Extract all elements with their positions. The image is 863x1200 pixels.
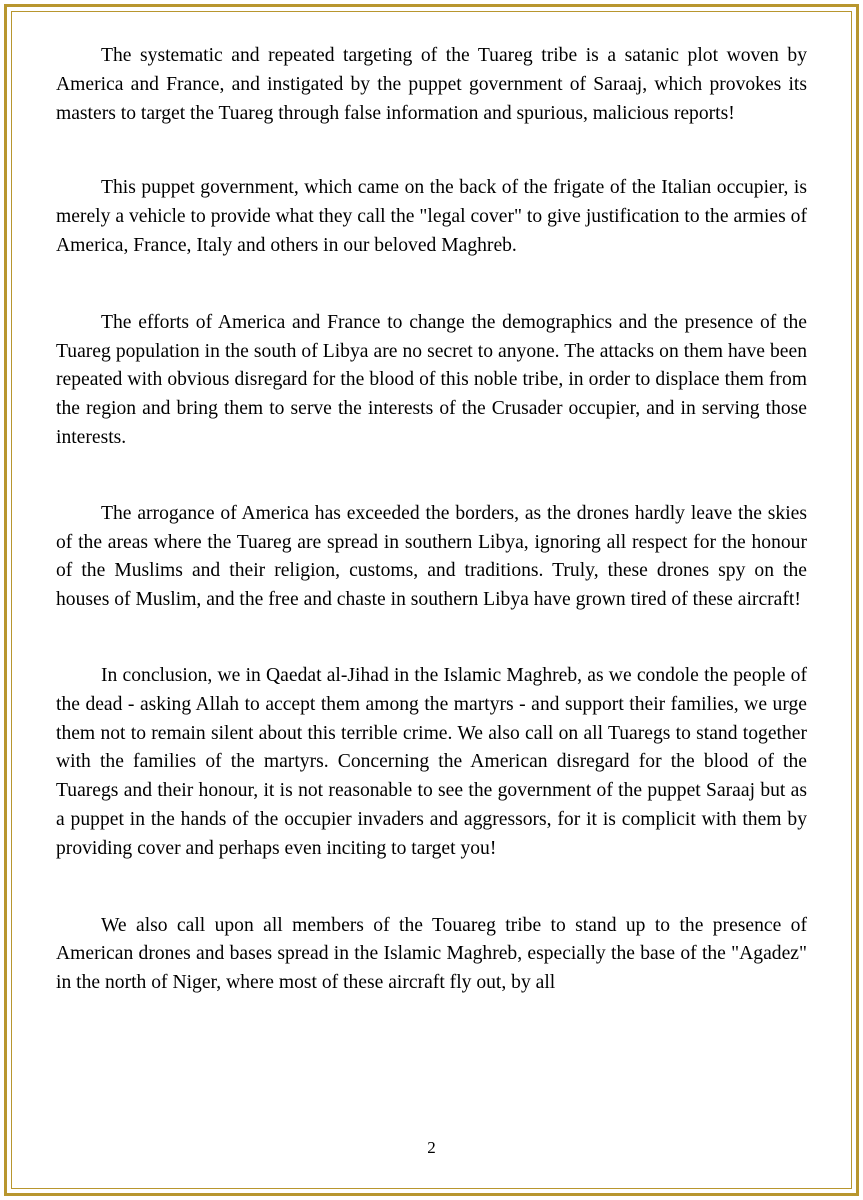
paragraph-6: We also call upon all members of the Touareg tribe to stand up to the presence of American drones and bases spread in the Islamic Maghreb, especially the base of the "Agadez" in the north of Niger, where most of these aircraft fly out, by all [56, 914, 807, 994]
paragraph-3: The efforts of America and France to change the demographics and the presence of the Tuareg population in the south of Libya are no secret to anyone. The attacks on them have been repeated with obvious disregard for the blood of this noble tribe, in order to displace them from the region and bring them to serve the interests of the Crusader occupier, and in serving those interests. [56, 311, 807, 448]
paragraph-4: The arrogance of America has exceeded the borders, as the drones hardly leave the skies of the areas where the Tuareg are spread in southern Libya, ignoring all respect for the honour of the Muslims and their religion, customs, and traditions. Truly, these drones spy on the houses of Muslim, and the free and chaste in southern Libya have grown tired of these aircraft! [56, 502, 807, 611]
paragraph-5: In conclusion, we in Qaedat al-Jihad in the Islamic Maghreb, as we condole the people of the dead - asking Allah to accept them among the martyrs - and support their families, we urge them not to remain silent about this terrible crime. We also call on all Tuaregs to stand together with the families of the martyrs. Concerning the American disregard for the blood of the Tuaregs and their honour, it is not reasonable to see the government of the puppet Saraaj but as a puppet in the hands of the occupier invaders and aggressors, for it is complicit with them by providing cover and perhaps even inciting to target you! [56, 664, 807, 859]
document-body [56, 42, 807, 998]
paragraph-2: This puppet government, which came on the back of the frigate of the Italian occupier, is merely a vehicle to provide what they call the "legal cover" to give justification to the armies of America, France, Italy and others in our beloved Maghreb. [56, 177, 807, 256]
page-number: 2 [427, 1138, 436, 1157]
paragraph-1: The systematic and repeated targeting of the Tuareg tribe is a satanic plot woven by America and France, and instigated by the puppet government of Saraaj, which provokes its masters to target the Tuareg through false information and spurious, malicious reports! [56, 45, 807, 124]
